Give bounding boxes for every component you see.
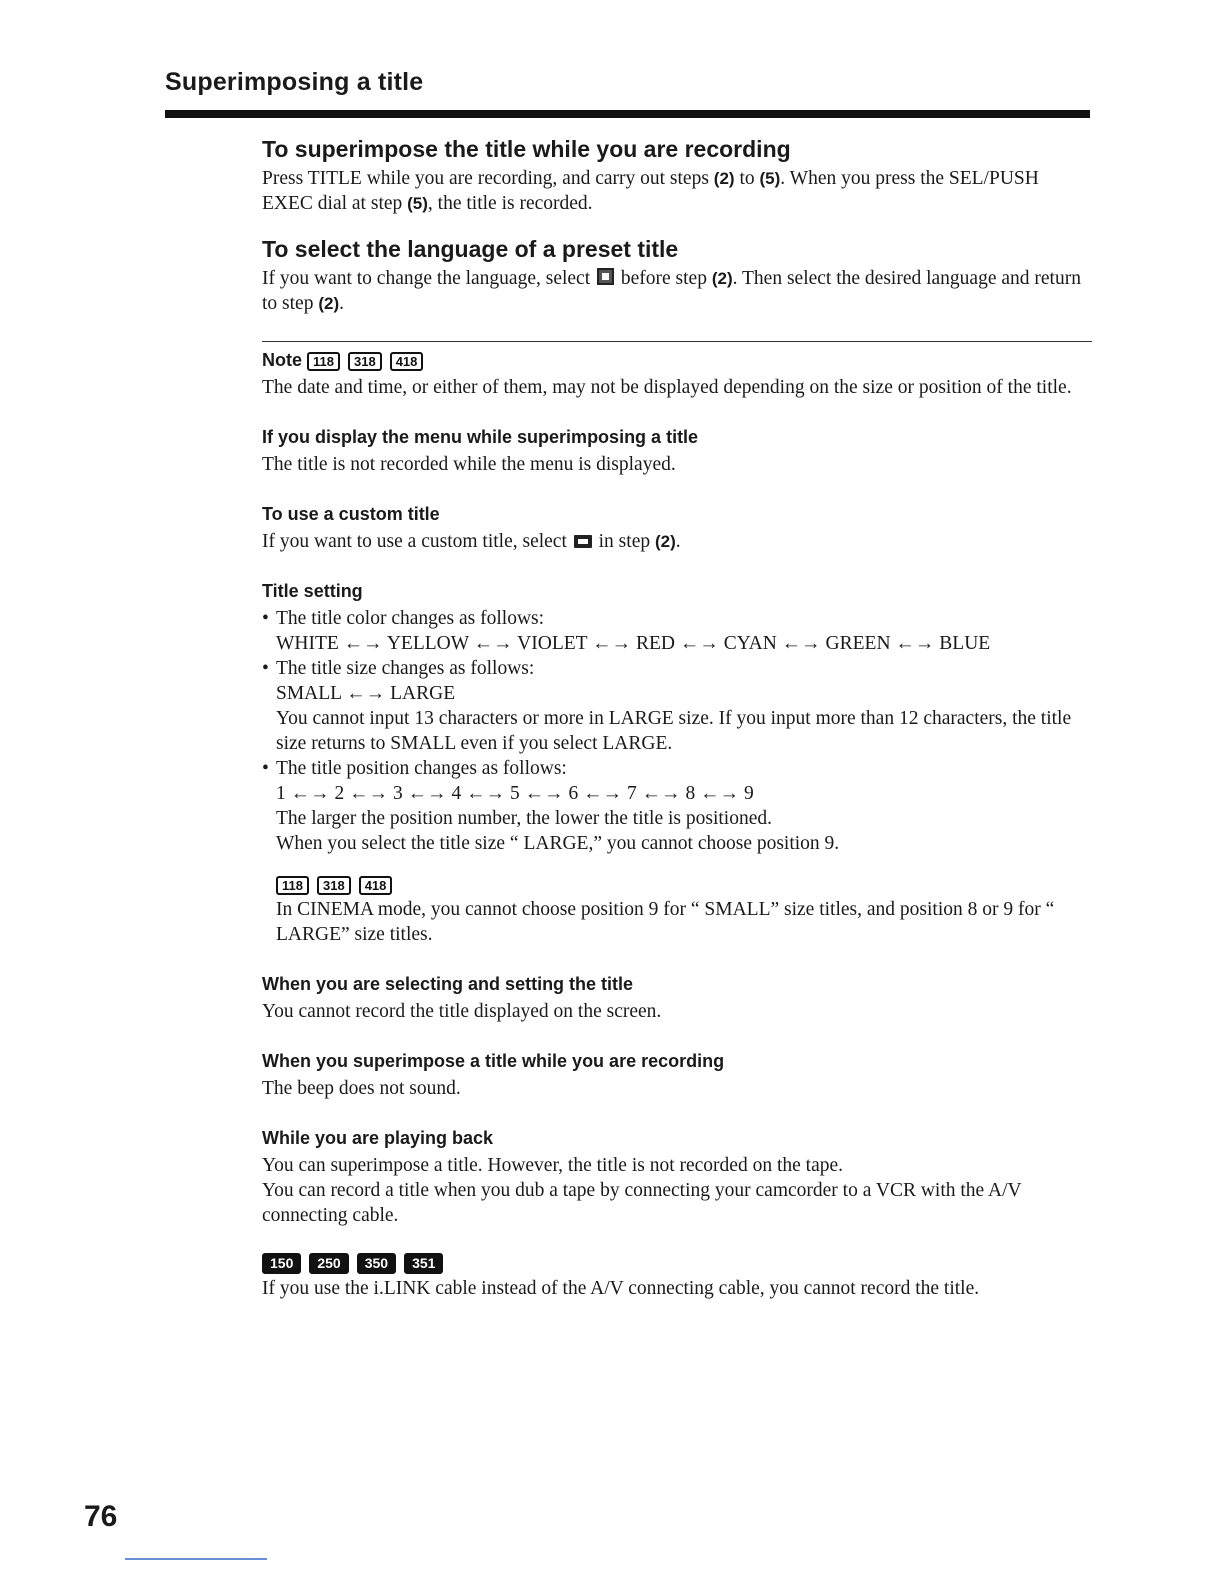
model-badge: 318 — [348, 352, 382, 371]
note-text: The date and time, or either of them, may not be displayed depending on the size or position of the title. — [262, 377, 1072, 398]
custom-title-icon — [574, 535, 592, 548]
title-setting-heading: Title setting — [262, 581, 363, 601]
position-text-2: When you select the title size “ LARGE,” you cannot choose position 9. — [276, 833, 840, 854]
record-text: Press TITLE while you are recording, and carry out steps (2) to (5). When you press the SEL/PUSH EXEC dial at step (5), the title is recorded. — [262, 168, 1039, 214]
size-sequence: SMALL ←→ LARGE — [276, 683, 456, 704]
step-ref: (2) — [711, 269, 733, 288]
step-ref: (2) — [318, 294, 340, 313]
note-section — [262, 348, 1092, 400]
while-recording-text: The beep does not sound. — [262, 1078, 461, 1099]
step-ref: (2) — [654, 532, 676, 551]
title-rule — [165, 110, 1090, 118]
record-section — [262, 134, 1092, 216]
page-title: Superimposing a title — [165, 68, 424, 96]
title-setting-section — [262, 579, 1092, 947]
step-ref: (5) — [407, 194, 428, 213]
model-badge: 118 — [276, 876, 309, 895]
model-badge: 118 — [307, 352, 340, 371]
model-badge: 418 — [390, 352, 424, 371]
size-text: You cannot input 13 characters or more in LARGE size. If you input more than 12 characters, the title size returns to SMALL even if you select LARGE. — [276, 708, 1072, 754]
custom-title-section — [262, 502, 1092, 554]
position-label: • The title position changes as follows: — [276, 758, 567, 779]
menu-display-section — [262, 425, 1092, 477]
model-badge: 351 — [404, 1253, 443, 1274]
selecting-section — [262, 972, 1092, 1024]
step-ref: (5) — [759, 169, 781, 188]
note-divider — [262, 341, 1092, 342]
list-item — [262, 606, 1092, 656]
model-badge: 418 — [359, 876, 393, 895]
ilink-badges — [262, 1253, 1092, 1274]
cinema-block — [262, 876, 1092, 947]
bottom-divider — [125, 1558, 267, 1560]
main-content — [262, 134, 1092, 1319]
model-badge: 350 — [357, 1253, 396, 1274]
playback-section — [262, 1126, 1092, 1228]
color-label: • The title color changes as follows: — [276, 608, 545, 629]
cinema-badges — [276, 876, 1092, 895]
language-section — [262, 234, 1092, 316]
custom-title-text: If you want to use a custom title, select in step (2). — [262, 531, 681, 552]
step-ref: (2) — [713, 169, 735, 188]
language-icon — [597, 268, 614, 285]
playback-text-1: You can superimpose a title. However, the title is not recorded on the tape. — [262, 1155, 844, 1176]
note-heading — [262, 348, 1092, 372]
menu-display-heading: If you display the menu while superimposing a title — [262, 427, 699, 447]
model-badge: 318 — [317, 876, 351, 895]
position-sequence: 1 ←→ 2 ←→ 3 ←→ 4 ←→ 5 ←→ 6 ←→ 7 ←→ 8 ←→ 9 — [276, 783, 754, 804]
language-heading: To select the language of a preset title — [262, 236, 679, 262]
selecting-text: You cannot record the title displayed on the screen. — [262, 1001, 662, 1022]
language-text: If you want to change the language, select before step (2). Then select the desired language and return to step (2). — [262, 268, 1081, 314]
ilink-text: If you use the i.LINK cable instead of the A/V connecting cable, you cannot record the title. — [262, 1278, 980, 1299]
cinema-text: In CINEMA mode, you cannot choose position 9 for “ SMALL” size titles, and position 8 or 9 for “ LARGE” size titles. — [276, 899, 1055, 945]
model-badge: 250 — [309, 1253, 348, 1274]
playback-text-2: You can record a title when you dub a tape by connecting your camcorder to a VCR with the A/V connecting cable. — [262, 1180, 1022, 1226]
selecting-heading: When you are selecting and setting the title — [262, 974, 634, 994]
color-sequence: WHITE ←→ YELLOW ←→ VIOLET ←→ RED ←→ CYAN ←→ GREEN ←→ BLUE — [276, 633, 991, 654]
size-label: • The title size changes as follows: — [276, 658, 535, 679]
list-item — [262, 656, 1092, 756]
while-recording-section — [262, 1049, 1092, 1101]
model-badge: 150 — [262, 1253, 301, 1274]
title-setting-list — [262, 606, 1092, 856]
playback-heading: While you are playing back — [262, 1128, 494, 1148]
ilink-section — [262, 1253, 1092, 1301]
menu-display-text: The title is not recorded while the menu is displayed. — [262, 454, 676, 475]
custom-title-heading: To use a custom title — [262, 504, 440, 524]
while-recording-heading: When you superimpose a title while you are recording — [262, 1051, 725, 1071]
position-text-1: The larger the position number, the lower the title is positioned. — [276, 808, 773, 829]
note-label: Note — [262, 350, 302, 370]
list-item — [262, 756, 1092, 856]
record-heading: To superimpose the title while you are recording — [262, 136, 791, 162]
page-number: 76 — [84, 1500, 118, 1533]
